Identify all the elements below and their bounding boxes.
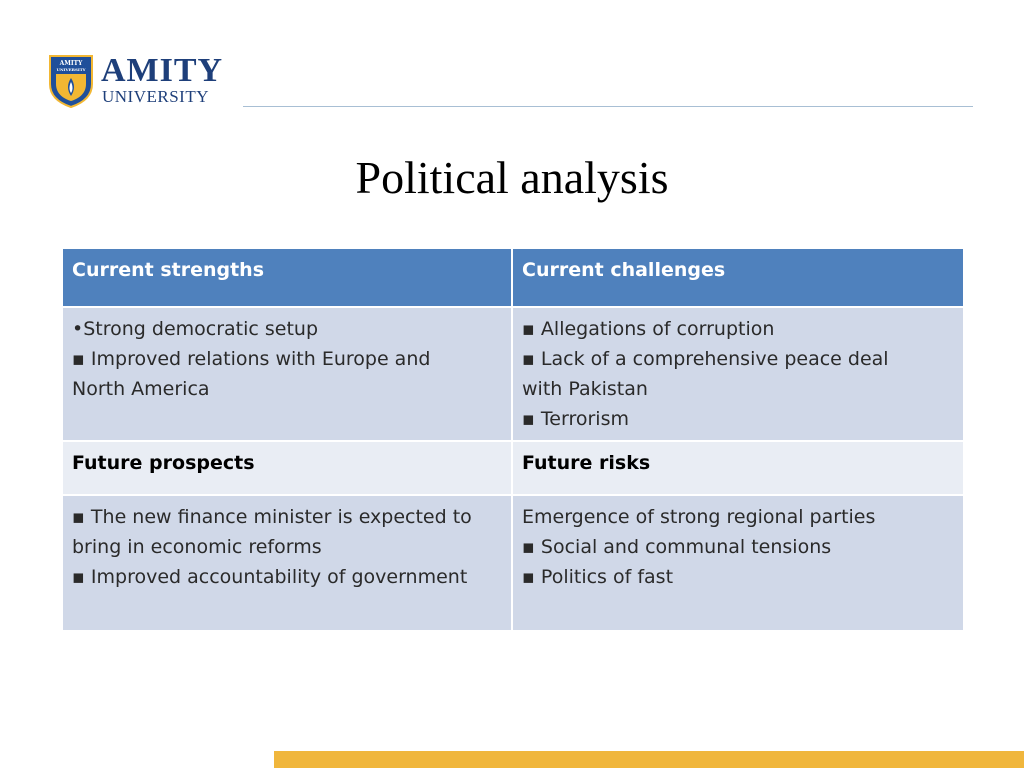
future-prospects-cell (62, 495, 512, 631)
shield-text-amity: AMITY (59, 60, 83, 67)
list-item: •Strong democratic setup (72, 318, 319, 340)
list-item: ▪ Social and communal tensions (522, 536, 832, 558)
list-item: ▪ Improved accountability of government (72, 566, 468, 588)
list-item-continuation: bring in economic reforms (72, 536, 322, 558)
header-current-strengths: Current strengths (62, 248, 512, 307)
list-item-continuation: with Pakistan (522, 378, 648, 400)
amity-university-logo (48, 52, 228, 112)
list-item: ▪ Lack of a comprehensive peace deal (522, 348, 889, 370)
table-row (62, 495, 964, 631)
list-item-continuation: North America (72, 378, 210, 400)
current-challenges-cell (512, 307, 964, 441)
political-analysis-table (61, 247, 965, 632)
slide-title: Political analysis (355, 152, 669, 203)
list-item: ▪ Terrorism (522, 408, 629, 430)
header-divider (243, 106, 973, 107)
brand-name: AMITY (101, 52, 224, 89)
header-current-challenges: Current challenges (512, 248, 964, 307)
subheader-future-prospects: Future prospects (62, 441, 512, 495)
brand-subtitle: UNIVERSITY (102, 87, 209, 106)
future-risks-cell (512, 495, 964, 631)
list-item: ▪ Improved relations with Europe and (72, 348, 431, 370)
table-header-row (62, 248, 964, 307)
shield-text-university: UNIVERSITY (56, 67, 86, 72)
list-item: ▪ Allegations of corruption (522, 318, 775, 340)
list-item: ▪ The new finance minister is expected to (72, 506, 472, 528)
list-item: Emergence of strong regional parties (522, 506, 876, 528)
shield-label (48, 60, 94, 72)
subheader-future-risks: Future risks (512, 441, 964, 495)
current-strengths-cell (62, 307, 512, 441)
footer-accent-bar (274, 751, 1024, 768)
table-row (62, 307, 964, 441)
list-item: ▪ Politics of fast (522, 566, 674, 588)
table-subheader-row (62, 441, 964, 495)
